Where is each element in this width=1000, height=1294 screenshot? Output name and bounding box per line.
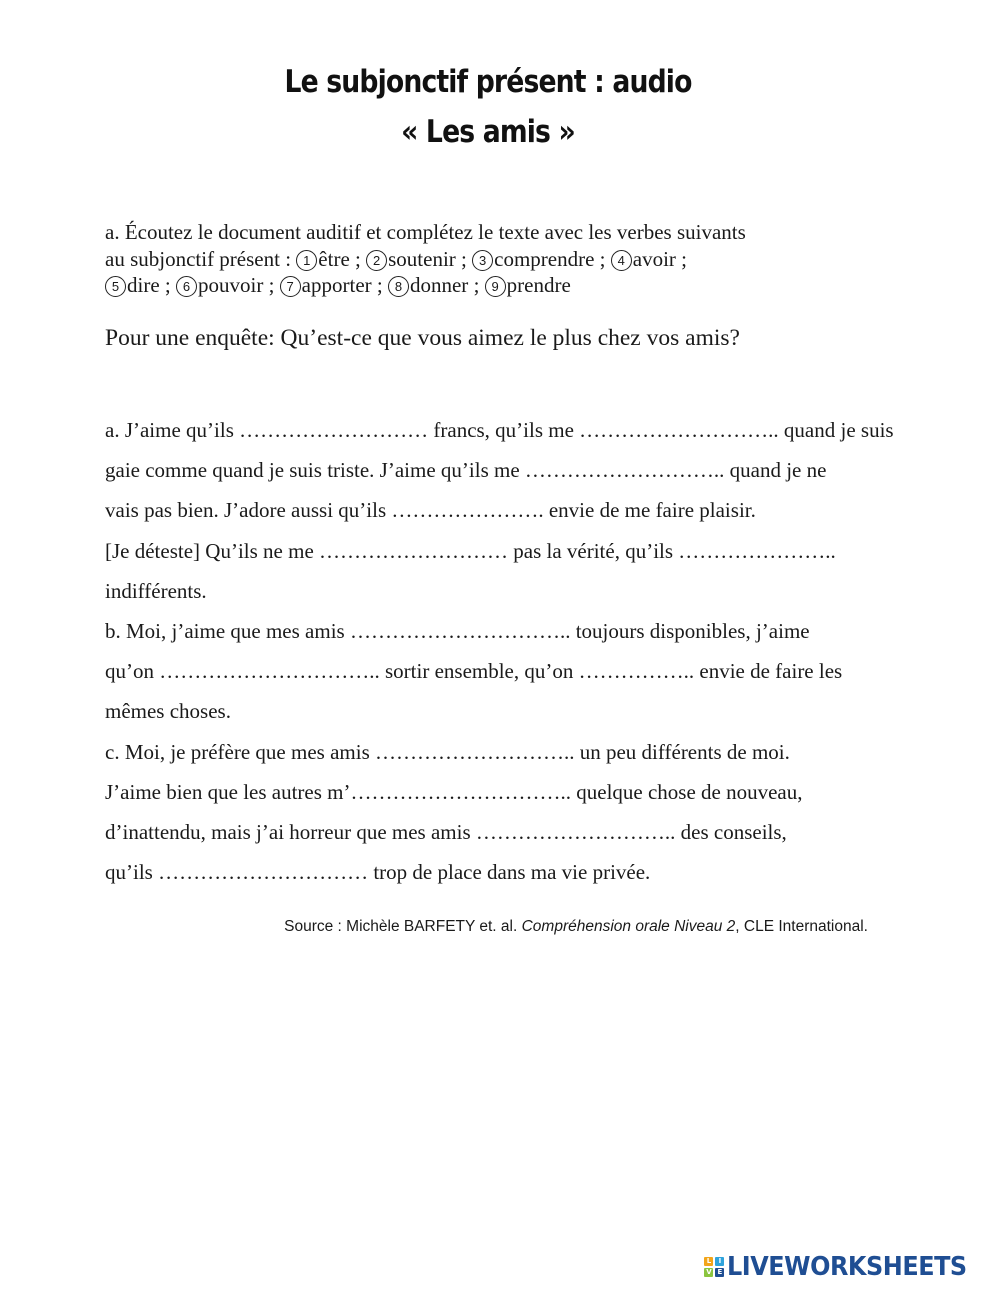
worksheet-subtitle: « Les amis » (401, 114, 575, 150)
logo-square: E (715, 1268, 724, 1277)
verb-item: dire (127, 273, 160, 297)
text-line: indifférents. (105, 578, 207, 603)
liveworksheets-logo[interactable] (704, 1252, 988, 1282)
verb-number-badge: 5 (105, 276, 126, 297)
instructions (105, 219, 885, 299)
text-line: mêmes choses. (105, 699, 231, 724)
text-line: vais pas bien. J’adore aussi qu’ils …………………. envie de me faire plaisir. (105, 498, 756, 523)
verb-item: comprendre (494, 246, 595, 271)
source-book-title: Compréhension orale Niveau 2 (521, 918, 736, 935)
instructions-prefix: au subjonctif présent : (105, 246, 297, 271)
worksheet-title: Le subjonctif présent : audio (284, 64, 692, 100)
verb-number-badge: 6 (176, 276, 197, 297)
text-line: qu’ils ………………………… trop de place dans ma vie privée. (105, 860, 651, 885)
verb-separator: ; (349, 246, 367, 271)
verb-separator: ; (159, 273, 176, 297)
verb-item: pouvoir (198, 273, 264, 297)
verb-number-badge: 8 (388, 276, 409, 297)
verb-separator: ; (371, 273, 388, 297)
verb-number-badge: 2 (366, 250, 387, 271)
logo-square: I (715, 1257, 724, 1266)
verb-number-badge: 7 (280, 276, 301, 297)
logo-square: L (704, 1257, 713, 1266)
text-line: qu’on ………………………….. sortir ensemble, qu’on …………….. envie de faire les (105, 659, 843, 684)
verb-item: prendre (506, 273, 571, 297)
verb-number-badge: 1 (296, 250, 317, 271)
verb-number-badge: 3 (472, 250, 493, 271)
verb-separator: ; (455, 246, 473, 271)
verb-item: être (318, 246, 350, 271)
text-line: gaie comme quand je suis triste. J’aime qu’ils me ……………………….. quand je ne (105, 458, 827, 483)
verb-item: soutenir (388, 246, 456, 271)
verb-item: donner (409, 273, 469, 297)
verb-separator: ; (263, 273, 280, 297)
fill-in-text (105, 410, 894, 892)
verb-item: avoir (632, 246, 676, 271)
liveworksheets-logo-text: LIVEWORKSHEETS (727, 1252, 968, 1282)
verb-number-badge: 9 (485, 276, 506, 297)
instructions-line-1: a. Écoutez le document auditif et complétez le texte avec les verbes suivants (105, 220, 746, 244)
verb-separator: ; (468, 273, 485, 297)
text-line: J’aime bien que les autres m’………………………….. quelque chose de nouveau, (105, 779, 803, 804)
source-prefix: Source : Michèle BARFETY et. al. (284, 918, 522, 935)
text-line: d’inattendu, mais j’ai horreur que mes amis ……………………….. des conseils, (105, 819, 787, 844)
text-line: b. Moi, j’aime que mes amis ………………………….. toujours disponibles, j’aime (105, 618, 810, 643)
verb-separator: ; (675, 246, 688, 271)
verb-separator: ; (594, 246, 611, 271)
text-line: [Je déteste] Qu’ils ne me ……………………… pas la vérité, qu’ils ………………….. (105, 538, 836, 563)
text-line: c. Moi, je préfère que mes amis ……………………….. un peu différents de moi. (105, 739, 790, 764)
logo-square: V (706, 1268, 712, 1276)
source-suffix: , CLE International. (735, 918, 868, 935)
verb-item: apporter (301, 273, 372, 297)
liveworksheets-logo-icon (704, 1257, 724, 1277)
source-citation (284, 918, 868, 936)
instructions-line-2 (105, 246, 885, 273)
verb-number-badge: 4 (611, 250, 632, 271)
instructions-line-3 (105, 272, 885, 299)
text-line: a. J’aime qu’ils ……………………… francs, qu’ils me ……………………….. quand je suis (105, 418, 894, 442)
survey-question: Pour une enquête: Qu’est-ce que vous aimez le plus chez vos amis? (105, 325, 740, 351)
